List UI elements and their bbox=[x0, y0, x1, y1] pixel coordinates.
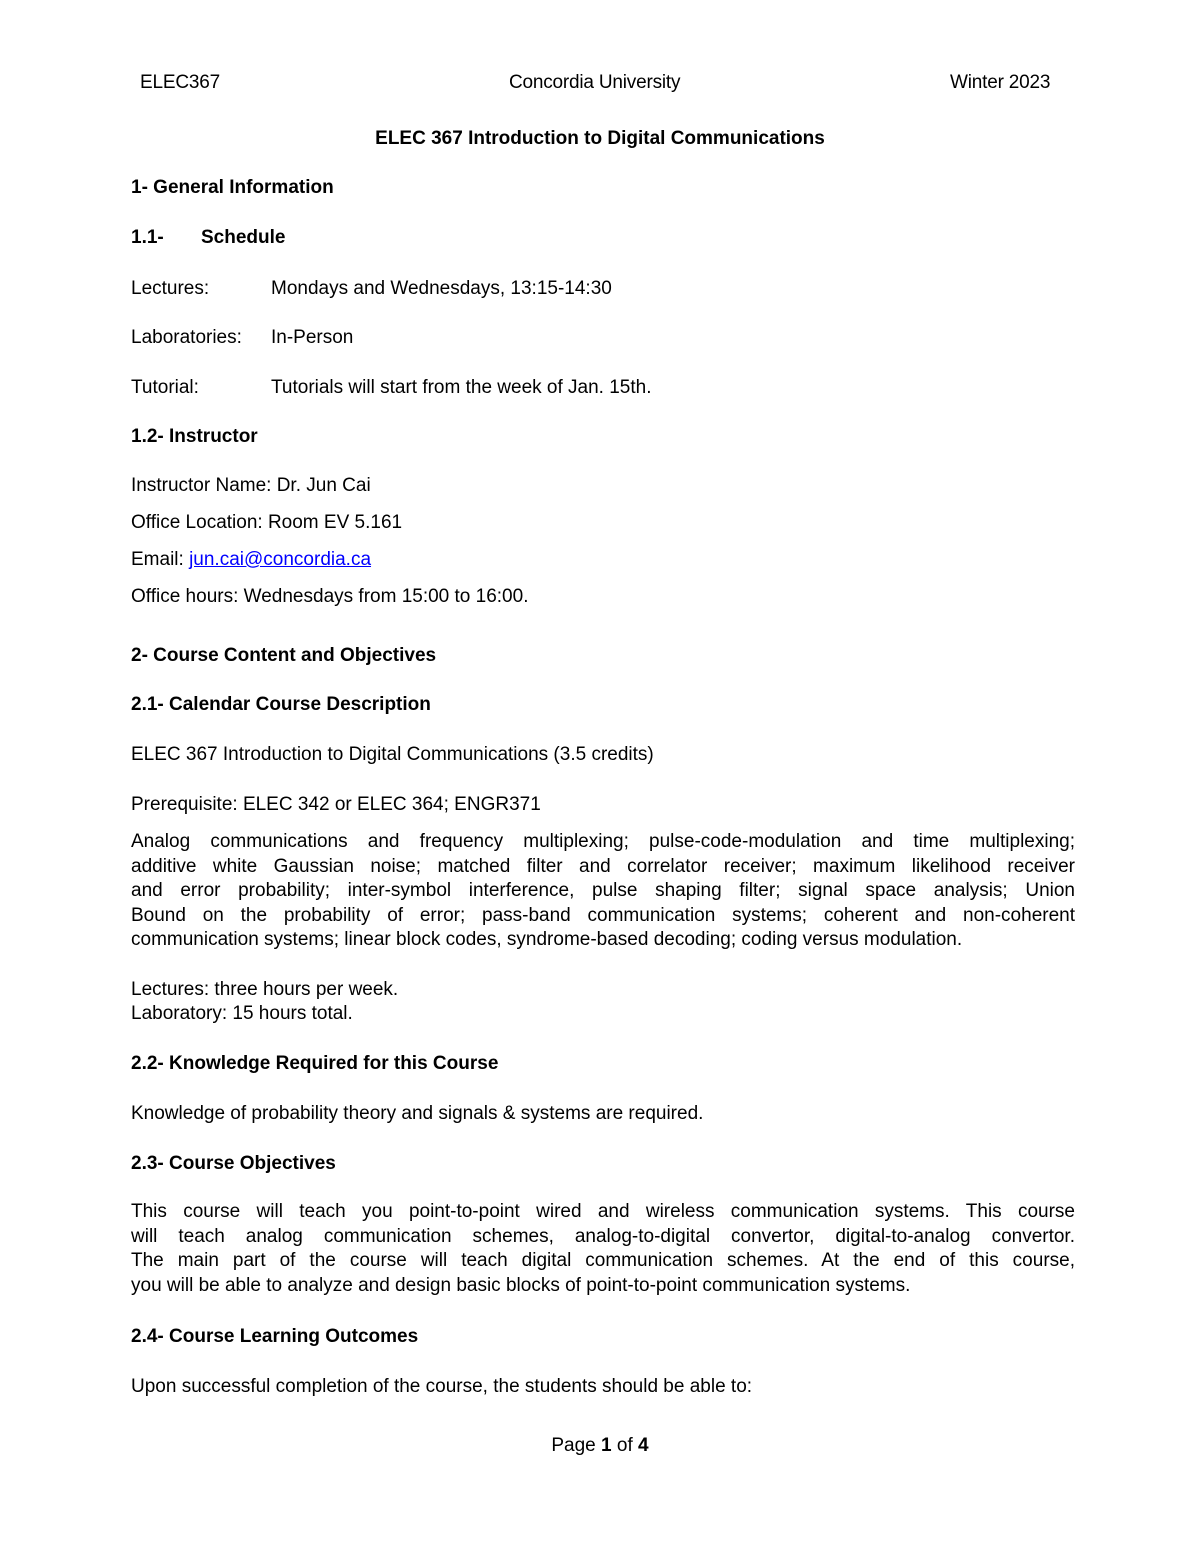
outcomes-intro: Upon successful completion of the course, the students should be able to: bbox=[131, 1376, 753, 1397]
header-course-code: ELEC367 bbox=[140, 72, 220, 93]
schedule-number: 1.1- bbox=[131, 227, 164, 248]
header-term: Winter 2023 bbox=[950, 72, 1051, 93]
section-content-heading: 2- Course Content and Objectives bbox=[131, 645, 437, 666]
email-line bbox=[131, 549, 371, 571]
calendar-description-heading: 2.1- Calendar Course Description bbox=[131, 694, 431, 715]
objectives-line: The main part of the course will teach digital communication schemes. At the end of this course, bbox=[131, 1250, 1075, 1272]
objectives-line: will teach analog communication schemes, analog-to-digital convertor, digital-to-analog convertor. bbox=[131, 1225, 1075, 1247]
tutorial-value: Tutorials will start from the week of Jan. 15th. bbox=[271, 377, 652, 398]
office-hours: Office hours: Wednesdays from 15:00 to 16:00. bbox=[131, 586, 529, 607]
knowledge-heading: 2.2- Knowledge Required for this Course bbox=[131, 1053, 499, 1074]
footer-page-word: Page bbox=[551, 1435, 596, 1456]
office-location: Office Location: Room EV 5.161 bbox=[131, 512, 403, 533]
description-line: additive white Gaussian noise; matched filter and correlator receiver; maximum likelihood receiver bbox=[131, 855, 1075, 877]
footer-page-number: 1 bbox=[601, 1435, 612, 1456]
document-title: ELEC 367 Introduction to Digital Communications bbox=[375, 128, 825, 149]
description-line: communication systems; linear block codes, syndrome-based decoding; coding versus modulation. bbox=[131, 929, 963, 951]
lectures-label: Lectures: bbox=[131, 278, 210, 299]
description-line: Analog communications and frequency multiplexing; pulse-code-modulation and time multiplexing; bbox=[131, 831, 1075, 852]
lectures-hours: Lectures: three hours per week. bbox=[131, 979, 399, 1000]
course-description-paragraph bbox=[131, 830, 1075, 953]
objectives-line: This course will teach you point-to-point wired and wireless communication systems. This course bbox=[131, 1201, 1075, 1222]
laboratory-hours: Laboratory: 15 hours total. bbox=[131, 1003, 353, 1024]
email-link[interactable]: jun.cai@concordia.ca bbox=[189, 549, 372, 570]
objectives-paragraph bbox=[131, 1200, 1075, 1298]
knowledge-text: Knowledge of probability theory and signals & systems are required. bbox=[131, 1103, 704, 1124]
description-line: Bound on the probability of error; pass-band communication systems; coherent and non-coherent bbox=[131, 904, 1075, 926]
prerequisite-line: Prerequisite: ELEC 342 or ELEC 364; ENGR371 bbox=[131, 794, 541, 815]
instructor-heading: 1.2- Instructor bbox=[131, 426, 258, 447]
laboratories-value: In-Person bbox=[271, 327, 354, 348]
tutorial-label: Tutorial: bbox=[131, 377, 199, 398]
header-university: Concordia University bbox=[509, 72, 681, 93]
objectives-line: you will be able to analyze and design basic blocks of point-to-point communication systems. bbox=[131, 1274, 911, 1296]
page-footer bbox=[0, 1435, 1200, 1457]
description-line: and error probability; inter-symbol interference, pulse shaping filter; signal space analysis; Union bbox=[131, 880, 1075, 902]
instructor-name: Instructor Name: Dr. Jun Cai bbox=[131, 475, 371, 496]
objectives-heading: 2.3- Course Objectives bbox=[131, 1153, 336, 1174]
outcomes-heading: 2.4- Course Learning Outcomes bbox=[131, 1326, 419, 1347]
schedule-heading: Schedule bbox=[201, 227, 286, 248]
laboratories-label: Laboratories: bbox=[131, 327, 242, 348]
section-general-heading: 1- General Information bbox=[131, 177, 334, 198]
lectures-value: Mondays and Wednesdays, 13:15-14:30 bbox=[271, 278, 612, 299]
footer-of-word: of bbox=[616, 1435, 633, 1456]
footer-page-total: 4 bbox=[638, 1435, 649, 1456]
email-label: Email: bbox=[131, 549, 190, 570]
course-credits-line: ELEC 367 Introduction to Digital Communications (3.5 credits) bbox=[131, 744, 654, 765]
